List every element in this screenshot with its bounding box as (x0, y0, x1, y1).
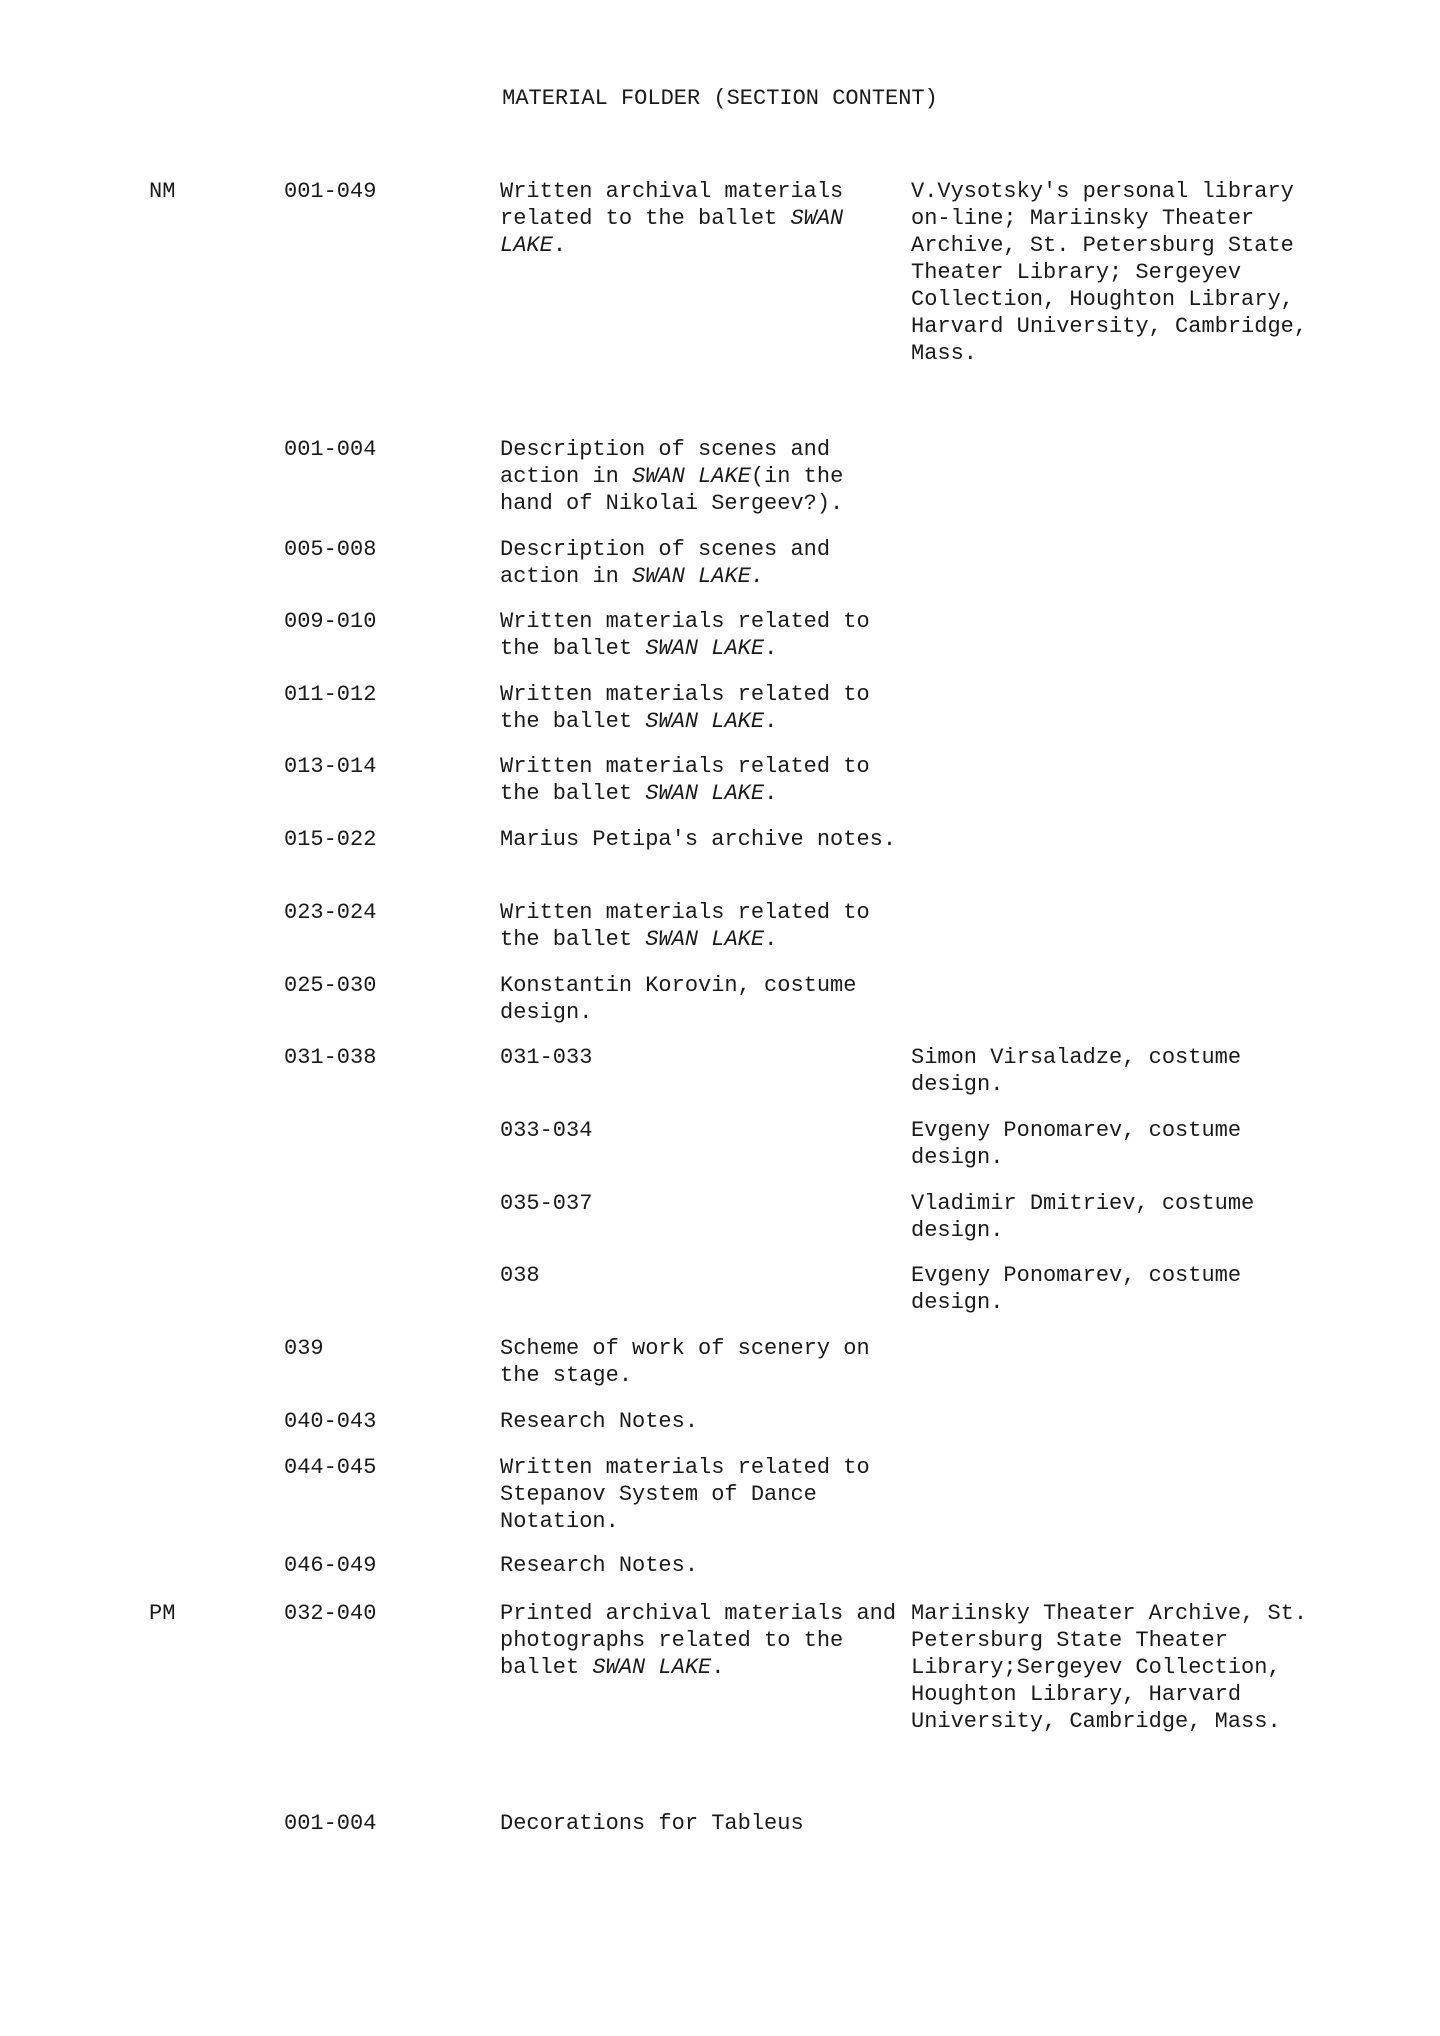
folder-range: 044-045 (284, 1455, 377, 1480)
text-run: Marius Petipa's archive notes. (500, 827, 897, 852)
text-run: 035-037 (500, 1191, 593, 1216)
folder-range: 046-049 (284, 1553, 377, 1578)
title-italic: SWAN LAKE (645, 636, 765, 661)
text-run: Written materials related to the ballet (500, 754, 870, 806)
description (500, 1335, 900, 1389)
folder-range: 025-030 (284, 973, 377, 998)
text-run: Printed archival materials and photographs related to the ballet (500, 1601, 897, 1680)
title-italic: SWAN LAKE (592, 1655, 712, 1680)
text-run: Scheme of work of scenery on the stage. (500, 1336, 870, 1388)
text-run: Written materials related to the ballet (500, 682, 870, 734)
source (911, 1190, 1321, 1244)
document-title: MATERIAL FOLDER (SECTION CONTENT) (502, 86, 938, 111)
text-run: Simon Virsaladze, costume design. (911, 1045, 1242, 1097)
text-run: Description of scenes and action in (500, 537, 831, 589)
text-run: . (711, 1655, 725, 1680)
text-run: Mariinsky Theater Archive, St. Petersburg State Theater Library;Sergeyev Collection, Houghton Library, Harvard University, Cambridge, Mass. (911, 1601, 1308, 1734)
description (500, 826, 900, 853)
folder-range: 009-010 (284, 609, 377, 634)
description (500, 681, 900, 735)
text-run: Evgeny Ponomarev, costume design. (911, 1118, 1242, 1170)
text-run: . (764, 636, 778, 661)
text-run: Written materials related to the ballet (500, 900, 870, 952)
folder-range: 001-049 (284, 179, 377, 204)
source (911, 1044, 1321, 1098)
description (500, 1190, 900, 1217)
description (500, 1454, 900, 1535)
source (911, 1262, 1321, 1316)
description (500, 1044, 900, 1071)
description (500, 436, 900, 517)
text-run: Konstantin Korovin, costume design. (500, 973, 857, 1025)
text-run: 033-034 (500, 1118, 593, 1143)
title-italic: SWAN LAKE (500, 206, 844, 258)
text-run: Description of scenes and action in (500, 437, 831, 489)
folder-range: 039 (284, 1336, 324, 1361)
text-run: V.Vysotsky's personal library on-line; Mariinsky Theater Archive, St. Petersburg State Theater Library; Sergeyev Collection, Houghton Library, Harvard University, Cambridge, Mass. (911, 179, 1308, 366)
description (500, 1600, 900, 1681)
text-run: 031-033 (500, 1045, 593, 1070)
text-run: . (764, 709, 778, 734)
text-run: Decorations for Tableus (500, 1811, 804, 1836)
description (500, 1117, 900, 1144)
title-italic: SWAN LAKE (632, 464, 751, 489)
folder-range: 031-038 (284, 1045, 377, 1070)
description (500, 899, 900, 953)
text-run: . (764, 781, 778, 806)
folder-range: 001-004 (284, 1811, 377, 1836)
folder-range: 013-014 (284, 754, 377, 779)
text-run: . (552, 233, 567, 258)
description (500, 1552, 900, 1579)
folder-range: 040-043 (284, 1409, 377, 1434)
text-run: Research Notes. (500, 1553, 699, 1578)
title-italic: SWAN LAKE. (632, 564, 765, 589)
description (500, 1810, 900, 1837)
source (911, 1600, 1321, 1735)
description (500, 753, 900, 807)
description (500, 178, 900, 259)
title-italic: SWAN LAKE (645, 781, 765, 806)
title-italic: SWAN LAKE (645, 709, 765, 734)
text-run: (in the hand of Nikolai Sergeev?). (500, 464, 844, 516)
section-code: PM (149, 1601, 176, 1626)
text-run: Written materials related to Stepanov System of Dance Notation. (500, 1455, 870, 1534)
description (500, 1408, 900, 1435)
text-run: Evgeny Ponomarev, costume design. (911, 1263, 1242, 1315)
text-run: 038 (500, 1263, 540, 1288)
source (911, 1117, 1321, 1171)
description (500, 608, 900, 662)
text-run: Research Notes. (500, 1409, 699, 1434)
folder-range: 011-012 (284, 682, 377, 707)
text-run: . (764, 927, 778, 952)
text-run: Vladimir Dmitriev, costume design. (911, 1191, 1255, 1243)
description (500, 972, 900, 1026)
title-italic: SWAN LAKE (645, 927, 765, 952)
text-run: Written archival materials related to the ballet (500, 179, 844, 231)
source (911, 178, 1321, 367)
description (500, 536, 900, 590)
folder-range: 005-008 (284, 537, 377, 562)
folder-range: 015-022 (284, 827, 377, 852)
section-code: NM (149, 179, 176, 204)
text-run: Written materials related to the ballet (500, 609, 870, 661)
folder-range: 032-040 (284, 1601, 377, 1626)
description (500, 1262, 900, 1289)
folder-range: 001-004 (284, 437, 377, 462)
folder-range: 023-024 (284, 900, 377, 925)
